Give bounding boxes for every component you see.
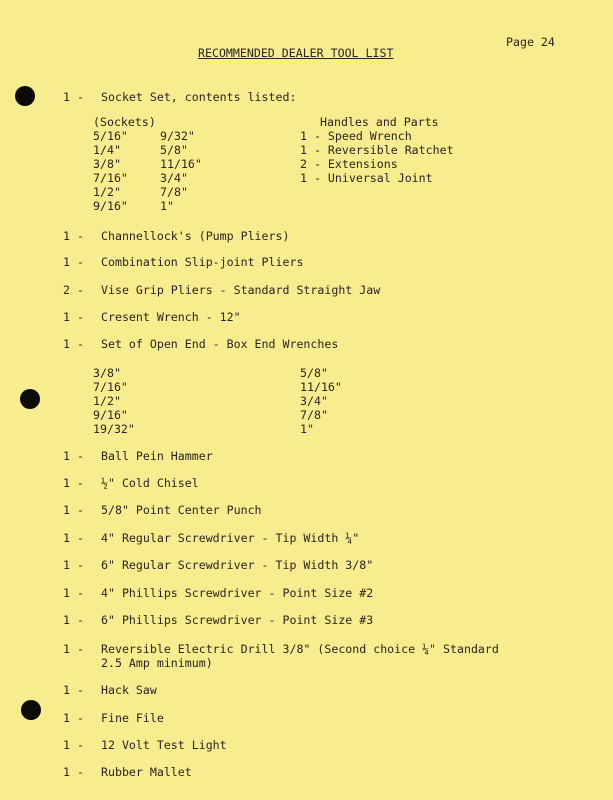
socket-size: 7/8" [160, 185, 188, 199]
item-qty: 1 - [63, 449, 84, 463]
item-name: Cresent Wrench - 12" [101, 310, 241, 324]
item-name: 4" Phillips Screwdriver - Point Size #2 [101, 586, 374, 600]
socket-size: 5/8" [160, 143, 188, 157]
wrench-size: 1/2" [93, 394, 121, 408]
item-qty: 1 - [63, 310, 84, 324]
item-name: 5/8" Point Center Punch [101, 503, 262, 517]
item-name: 4" Regular Screwdriver - Tip Width ¼" [101, 531, 360, 545]
wrench-size: 3/4" [300, 394, 328, 408]
item-qty: 1 - [63, 90, 84, 104]
item-name: Rubber Mallet [101, 765, 192, 779]
handles-header: Handles and Parts [320, 115, 439, 129]
item-name: Combination Slip-joint Pliers [101, 255, 304, 269]
wrench-size: 1" [300, 422, 314, 436]
item-qty: 1 - [63, 765, 84, 779]
item-name: Fine File [101, 711, 164, 725]
socket-size: 11/16" [160, 157, 202, 171]
socket-size: 1/4" [93, 143, 121, 157]
item-name: Set of Open End - Box End Wrenches [101, 337, 339, 351]
wrench-size: 19/32" [93, 422, 135, 436]
item-name: Socket Set, contents listed: [101, 90, 297, 104]
item-name: ½" Cold Chisel [101, 476, 199, 490]
sockets-header: (Sockets) [93, 115, 156, 129]
page-number: Page 24 [506, 35, 555, 49]
item-qty: 1 - [63, 476, 84, 490]
item-qty: 1 - [63, 531, 84, 545]
item-qty: 1 - [63, 229, 84, 243]
item-name: Channellock's (Pump Pliers) [101, 229, 290, 243]
item-name: 6" Regular Screwdriver - Tip Width 3/8" [101, 558, 374, 572]
item-name: Hack Saw [101, 683, 157, 697]
item-qty: 1 - [63, 255, 84, 269]
item-qty: 1 - [63, 711, 84, 725]
socket-size: 3/4" [160, 171, 188, 185]
item-name: 12 Volt Test Light [101, 738, 227, 752]
handle-part: 1 - Universal Joint [300, 171, 433, 185]
item-qty: 1 - [63, 738, 84, 752]
handle-part: 2 - Extensions [300, 157, 398, 171]
binder-hole-bottom [21, 700, 41, 720]
socket-size: 7/16" [93, 171, 128, 185]
item-name-continued: 2.5 Amp minimum) [101, 656, 213, 670]
handle-part: 1 - Reversible Ratchet [300, 143, 454, 157]
binder-hole-top [15, 86, 35, 106]
item-name: Ball Pein Hammer [101, 449, 213, 463]
wrench-size: 9/16" [93, 408, 128, 422]
handle-part: 1 - Speed Wrench [300, 129, 412, 143]
socket-size: 1" [160, 199, 174, 213]
socket-size: 9/32" [160, 129, 195, 143]
item-qty: 1 - [63, 613, 84, 627]
wrench-size: 7/8" [300, 408, 328, 422]
wrench-size: 3/8" [93, 366, 121, 380]
item-qty: 1 - [63, 683, 84, 697]
wrench-size: 7/16" [93, 380, 128, 394]
socket-size: 5/16" [93, 129, 128, 143]
item-qty: 1 - [63, 558, 84, 572]
wrench-size: 5/8" [300, 366, 328, 380]
item-qty: 1 - [63, 337, 84, 351]
item-name: 6" Phillips Screwdriver - Point Size #3 [101, 613, 374, 627]
socket-size: 9/16" [93, 199, 128, 213]
socket-size: 1/2" [93, 185, 121, 199]
item-qty: 1 - [63, 503, 84, 517]
item-qty: 2 - [63, 283, 84, 297]
item-name: Vise Grip Pliers - Standard Straight Jaw [101, 283, 381, 297]
item-qty: 1 - [63, 586, 84, 600]
wrench-size: 11/16" [300, 380, 342, 394]
page-title: RECOMMENDED DEALER TOOL LIST [198, 46, 394, 60]
binder-hole-middle [20, 389, 40, 409]
item-qty: 1 - [63, 642, 84, 656]
socket-size: 3/8" [93, 157, 121, 171]
item-name: Reversible Electric Drill 3/8" (Second choice ¼" Standard [101, 642, 499, 656]
